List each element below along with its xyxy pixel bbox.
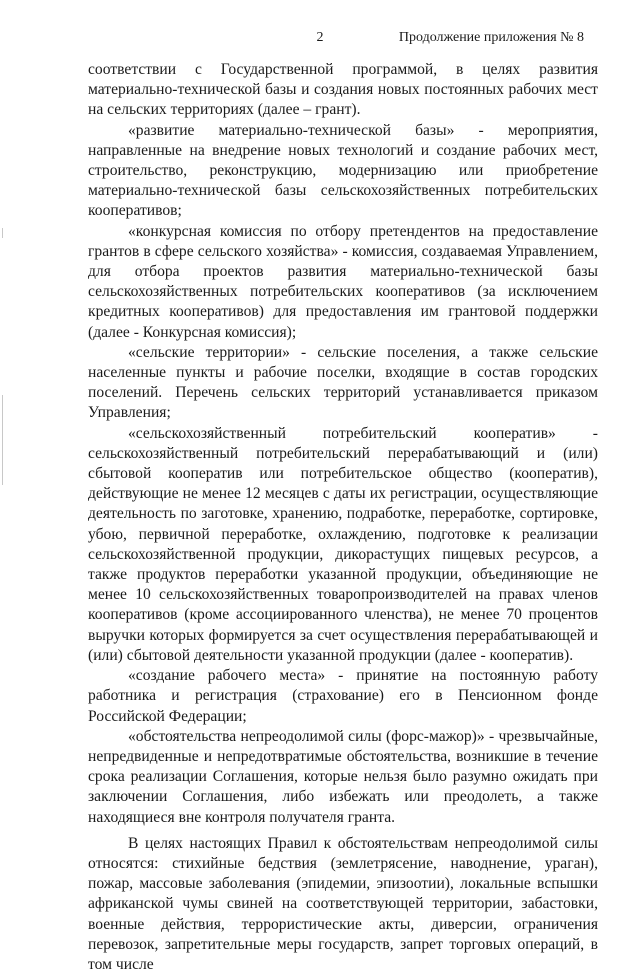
paragraph-term-competition-commission: «конкурсная комиссия по отбору претендентов на предоставление грантов в сфере сельского хозяйства» - комиссия, создаваемая Управлением, для отбора проектов развития материально-технической базы сельскохозяйственных потребительских кооперативов (за исключением кредитных кооперативов) для предоставления им грантовой поддержки (далее - Конкурсная комиссия); [88, 222, 598, 341]
margin-scan-mark [2, 395, 3, 485]
page-number: 2 [316, 30, 324, 45]
paragraph-term-cooperative: «сельскохозяйственный потребительский кооператив» - сельскохозяйственный потребительский перерабатывающий и (или) сбытовой кооператив или потребительское общество (кооператив), действующие не менее 12 месяцев с даты их регистрации, осуществляющие деятельность по заготовке, хранению, подработке, переработке, сортировке, убою, первичной переработке, охлаждению, подготовке к реализации сельскохозяйственной продукции, дикорастущих пищевых ресурсов, а также продуктов переработки указанной продукции, объединяющие не менее 10 сельскохозяйственных товаропроизводителей на правах членов кооперативов (кроме ассоциированного членства), не менее 70 процентов выручки которых формируется за счет осуществления перерабатывающей и (или) сбытовой деятельности указанной продукции (далее - кооператив). [88, 424, 598, 664]
continuation-header: Продолжение приложения № 8 [398, 30, 584, 45]
margin-scan-mark [2, 228, 3, 238]
paragraph-grant-definition-end: соответствии с Государственной программой, в целях развития материально-технической базы и создания новых постоянных рабочих мест на сельских территориях (далее – грант). [88, 61, 598, 119]
paragraph-force-majeure-list: В целях настоящих Правил к обстоятельствам непреодолимой силы относятся: стихийные бедствия (землетрясение, наводнение, ураган), пожар, массовые заболевания (эпидемии, эпизоотии), локальные вспышки африканской чумы свиней на соответствующей территории, забастовки, военные действия, террористические акты, диверсии, ограничения перевозок, запретительные меры государств, запрет торговых операций, в том числе [88, 834, 598, 973]
paragraph-term-job-creation: «создание рабочего места» - принятие на постоянную работу работника и регистрация (страхование) его в Пенсионном фонде Российской Федерации; [88, 667, 598, 725]
paragraph-term-rural-territories: «сельские территории» - сельские поселения, а также сельские населенные пункты и рабочие поселки, входящие в состав городских поселений. Перечень сельских территорий устанавливается приказом Управления; [88, 343, 598, 422]
paragraph-term-material-base: «развитие материально-технической базы» - мероприятия, направленные на внедрение новых технологий и создание рабочих мест, строительство, реконструкцию, модернизацию или приобретение материально-технической базы сельскохозяйственных потребительских кооперативов; [88, 121, 598, 220]
paragraph-term-force-majeure: «обстоятельства непреодолимой силы (форс-мажор)» - чрезвычайные, непредвиденные и непредотвратимые обстоятельства, возникшие в течение срока реализации Соглашения, которые нельзя было разумно ожидать при заключении Соглашения, либо избежать или преодолеть, а также находящиеся вне контроля получателя гранта. [88, 727, 598, 826]
document-body [88, 60, 598, 975]
